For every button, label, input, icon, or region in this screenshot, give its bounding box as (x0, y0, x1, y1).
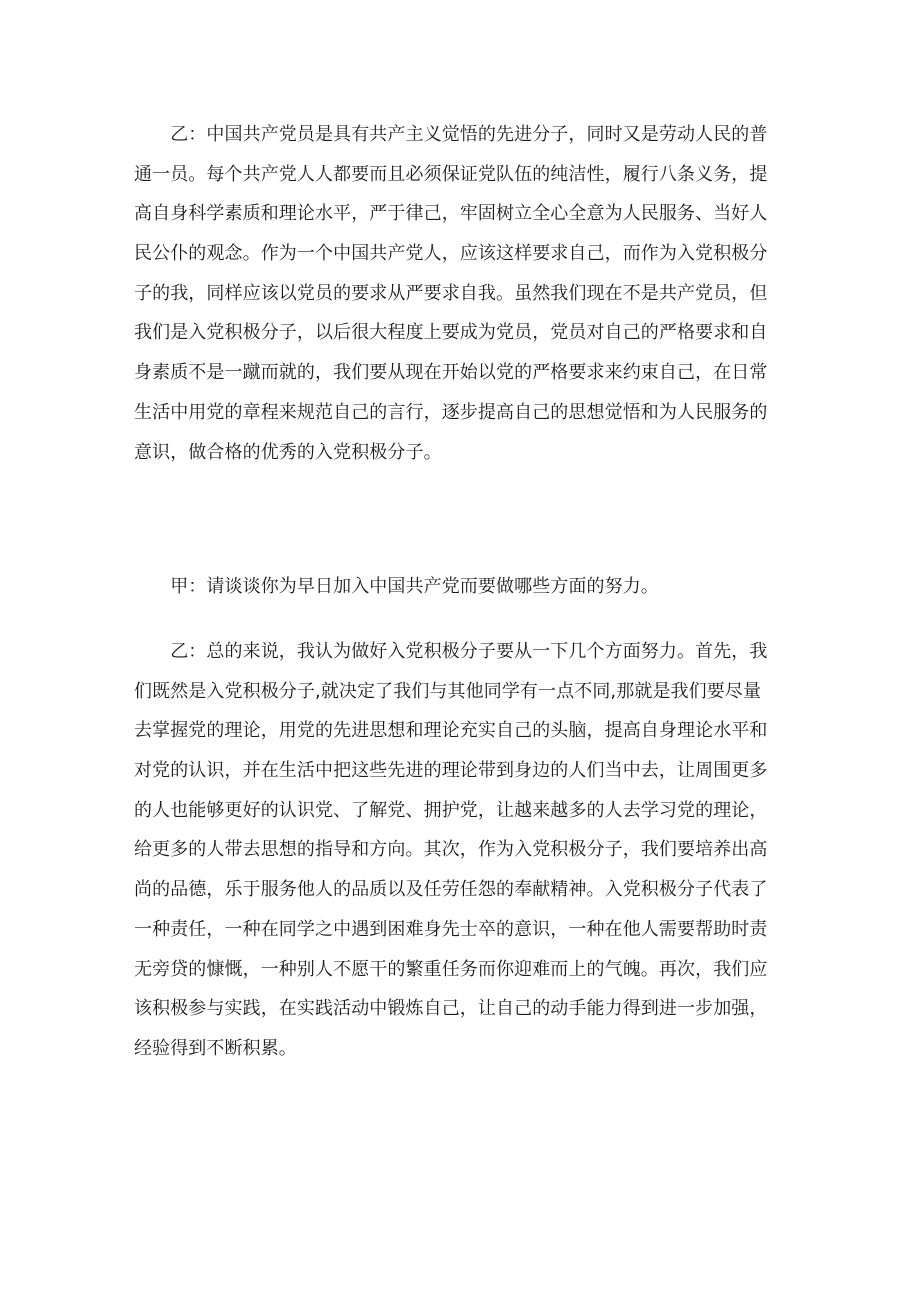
paragraph-line: 乙：中国共产党员是具有共产主义觉悟的先进分子，同时又是劳动人民的普 (134, 124, 768, 145)
paragraph-line: 一种责任，一种在同学之中遇到困难身先士卒的意识，一种在他人需要帮助时责 (134, 918, 768, 940)
paragraph-line: 经验得到不断积累。 (134, 1037, 297, 1059)
paragraph-line: 甲：请谈谈你为早日加入中国共产党而要做哪些方面的努力。 (134, 576, 659, 597)
paragraph-line: 给更多的人带去思想的指导和方向。其次，作为入党积极分子，我们要培养出高 (134, 839, 768, 861)
paragraph-line: 通一员。每个共产党人人都要而且必须保证党队伍的纯洁性，履行八条义务，提 (134, 163, 768, 185)
paragraph-line: 子的我，同样应该以党员的要求从严要求自我。虽然我们现在不是共产党员，但 (134, 282, 768, 304)
paragraph-line: 该积极参与实践，在实践活动中锻炼自己，让自己的动手能力得到进一步加强， (134, 998, 768, 1020)
paragraph-line: 身素质不是一蹴而就的，我们要从现在开始以党的严格要求来约束自己，在日常 (134, 362, 768, 384)
paragraph-line: 尚的品德，乐于服务他人的品质以及任劳任怨的奉献精神。入党积极分子代表了 (134, 879, 768, 901)
paragraph-line: 生活中用党的章程来规范自己的言行，逐步提高自己的思想觉悟和为人民服务的 (134, 401, 768, 423)
paragraph-line: 对党的认识，并在生活中把这些先进的理论带到身边的人们当中去，让周围更多 (134, 760, 768, 782)
paragraph-line: 去掌握党的理论，用党的先进思想和理论充实自己的头脑，提高自身理论水平和 (134, 720, 768, 742)
paragraph-line: 高自身科学素质和理论水平，严于律己，牢固树立全心全意为人民服务、当好人 (134, 203, 768, 225)
paragraph-line: 我们是入党积极分子，以后很大程度上要成为党员，党员对自己的严格要求和自 (134, 322, 768, 344)
paragraph-line: 意识，做合格的优秀的入党积极分子。 (134, 441, 442, 463)
paragraph-2 (134, 567, 794, 607)
paragraph-line: 们既然是入党积极分子,就决定了我们与其他同学有一点不同,那就是我们要尽量 (134, 680, 762, 702)
paragraph-3 (134, 632, 794, 1069)
paragraph-1 (134, 115, 794, 472)
paragraph-line: 民公仆的观念。作为一个中国共产党人，应该这样要求自己，而作为入党积极分 (134, 243, 768, 265)
paragraph-line: 乙：总的来说，我认为做好入党积极分子要从一下几个方面努力。首先，我 (134, 641, 768, 662)
paragraph-line: 无旁贷的慷慨，一种别人不愿干的繁重任务而你迎难而上的气魄。再次，我们应 (134, 958, 768, 980)
paragraph-line: 的人也能够更好的认识党、了解党、拥护党，让越来越多的人去学习党的理论， (134, 799, 768, 821)
